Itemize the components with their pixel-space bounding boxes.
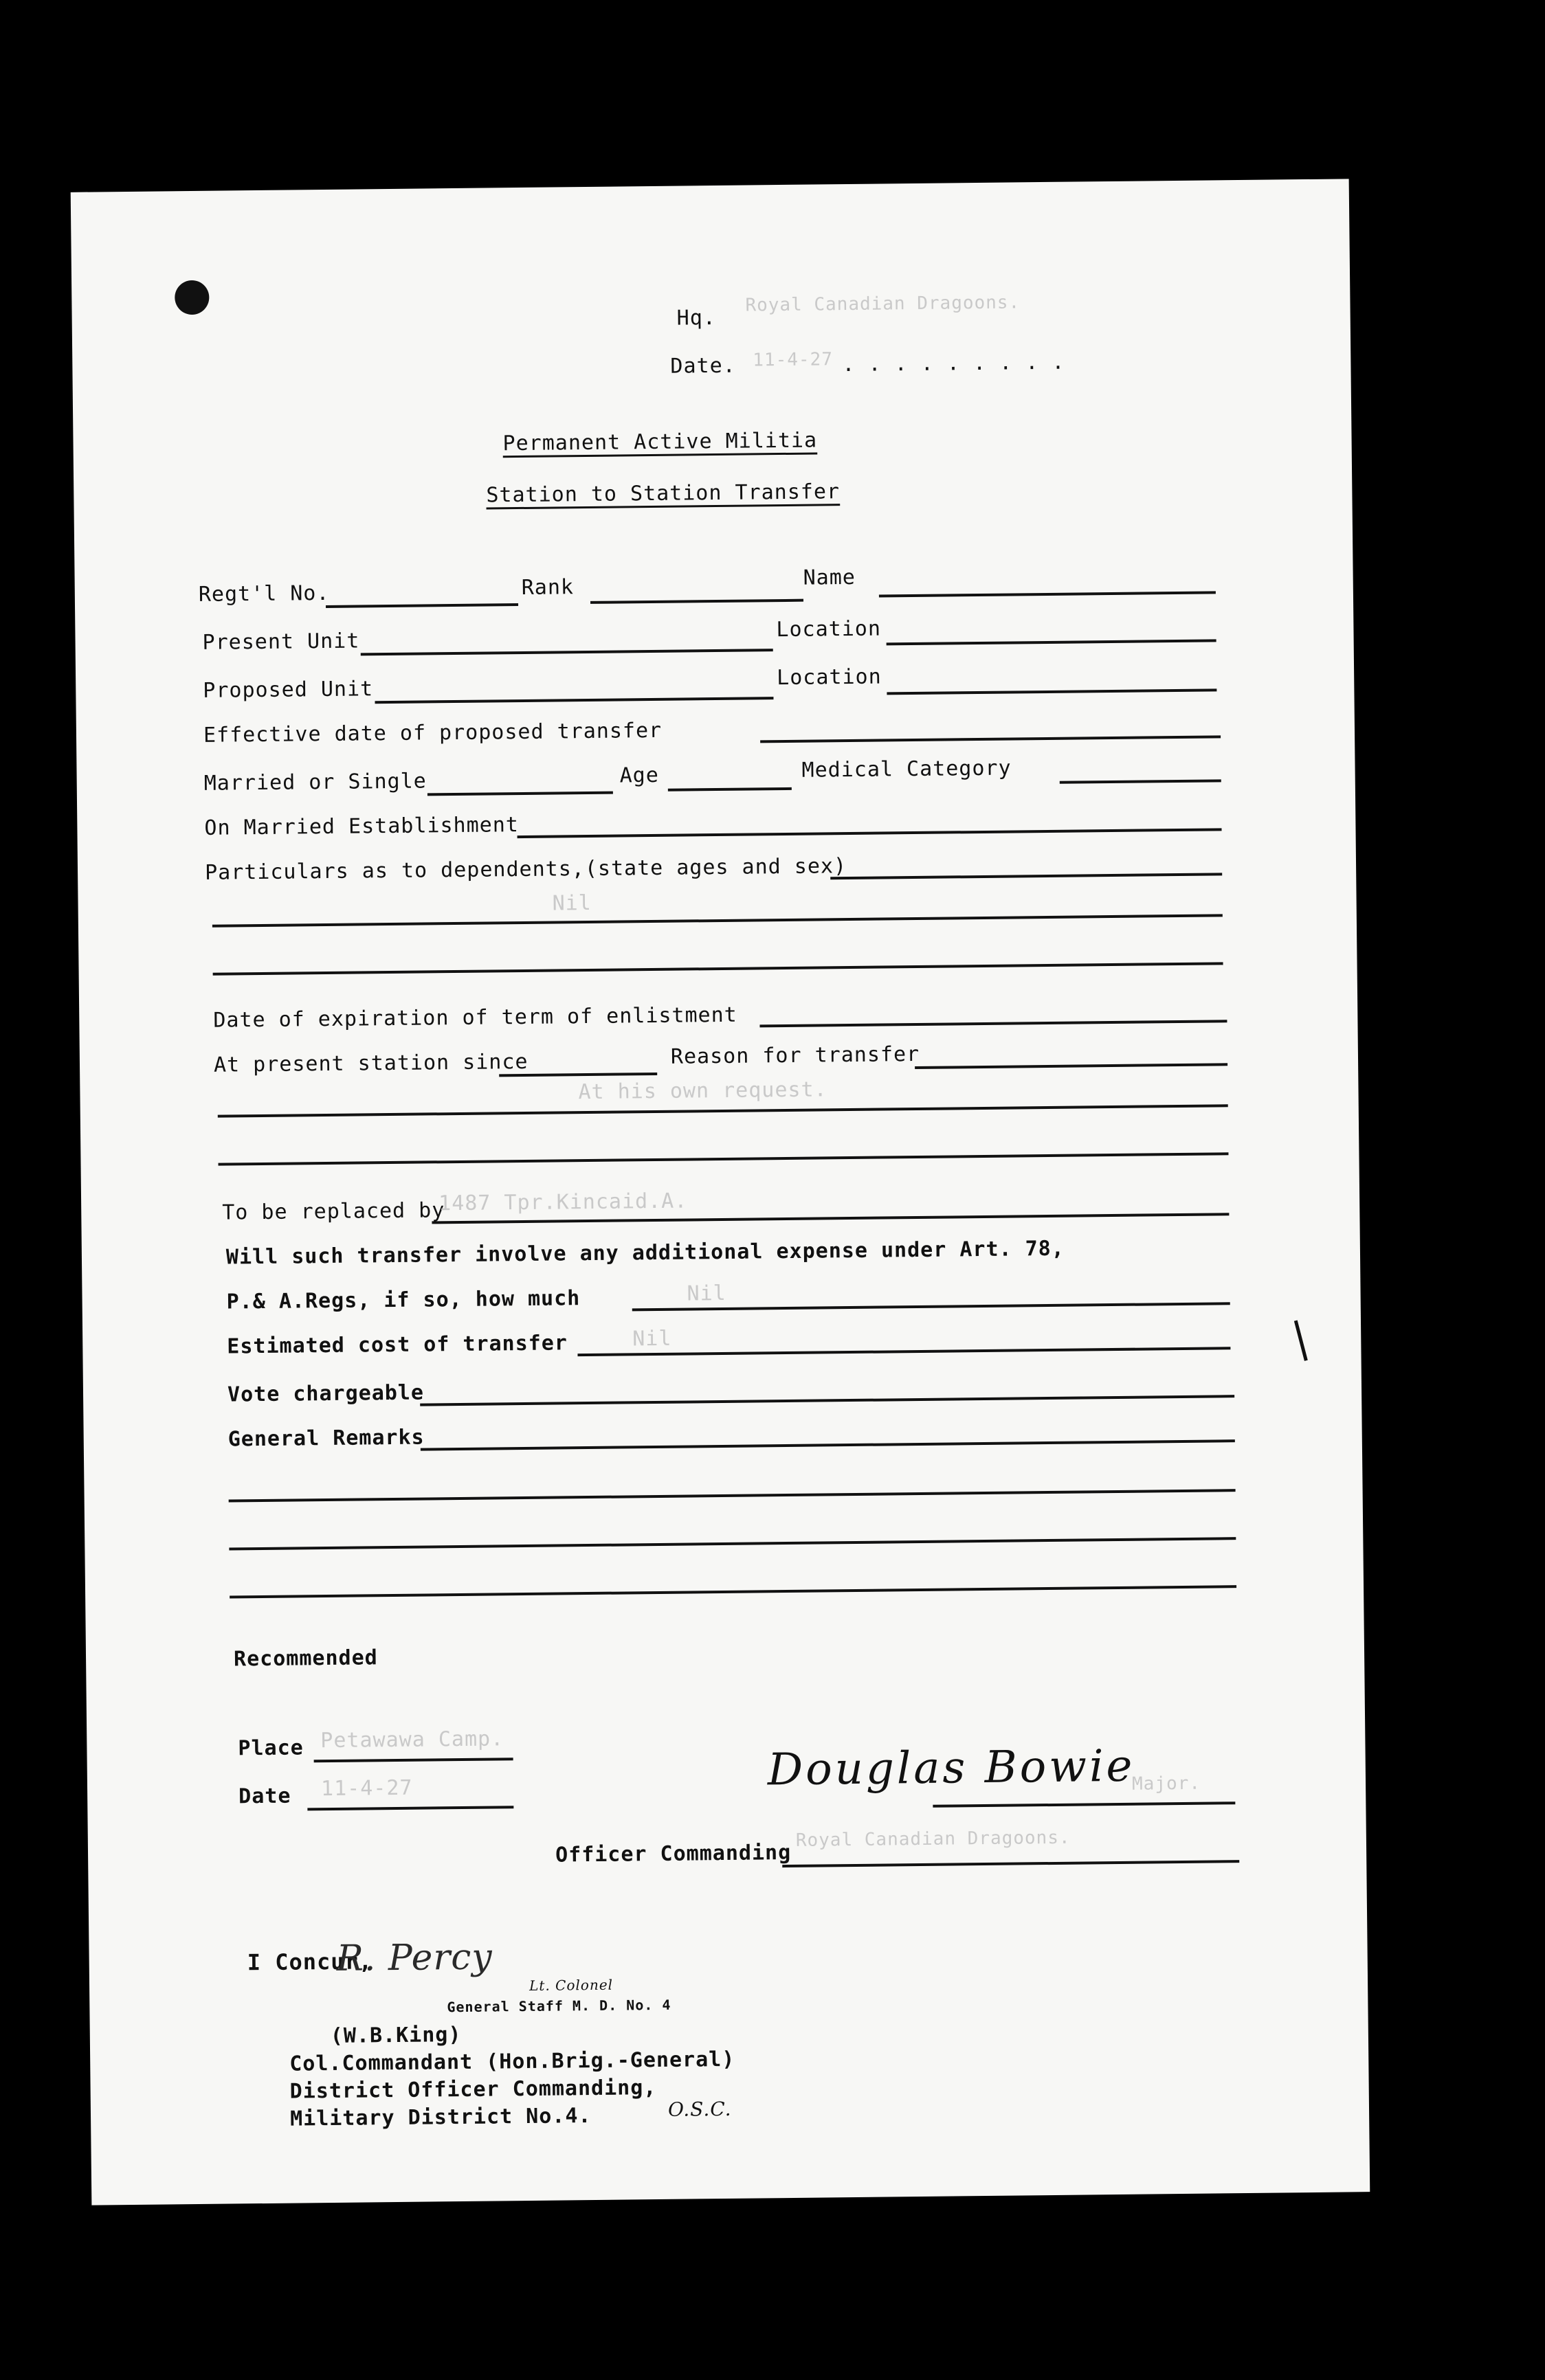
medical-category-line — [1060, 779, 1221, 783]
general-remarks-line-3 — [229, 1537, 1236, 1550]
replaced-by-line — [432, 1213, 1229, 1224]
dependents-line-2 — [212, 914, 1223, 927]
proposed-location-label: Location — [776, 664, 882, 691]
rank-label: Rank — [521, 575, 575, 600]
concur-signature: R. Percy — [336, 1936, 493, 1979]
replaced-by-value: 1487 Tpr.Kincaid.A. — [438, 1189, 688, 1216]
rank-line — [590, 599, 803, 604]
present-location-line — [887, 639, 1216, 645]
proposed-location-line — [887, 688, 1216, 695]
expense-value: Nil — [687, 1281, 726, 1306]
staff-label: General Staff M. D. No. 4 — [447, 1996, 671, 2016]
date-value: 11-4-27 — [753, 349, 834, 371]
footer-date-line — [307, 1806, 513, 1810]
date-dot-leader: . . . . . . . . . — [842, 350, 1065, 377]
footer-date-label: Date — [238, 1784, 291, 1809]
king-office: District Officer Commanding, — [289, 2076, 657, 2104]
regtl-no-line — [326, 603, 518, 608]
medical-category-label: Medical Category — [801, 756, 1012, 783]
form-title-line2: Station to Station Transfer — [486, 480, 841, 508]
general-remarks-line-4 — [230, 1585, 1236, 1598]
form-sheet — [71, 179, 1370, 2205]
replaced-by-label: To be replaced by — [222, 1198, 445, 1225]
pen-tick-mark — [1294, 1321, 1308, 1361]
place-label: Place — [238, 1736, 304, 1761]
form-title-line1: Permanent Active Militia — [502, 428, 818, 456]
hq-value: Royal Canadian Dragoons. — [745, 292, 1021, 316]
vote-chargeable-line — [420, 1395, 1234, 1406]
reason-line — [915, 1063, 1227, 1069]
reason-value: At his own request. — [578, 1077, 827, 1105]
date-label: Date. — [670, 353, 736, 379]
proposed-unit-label: Proposed Unit — [203, 677, 374, 703]
age-label: Age — [619, 763, 660, 788]
reason-line-3 — [219, 1152, 1229, 1165]
name-label: Name — [803, 565, 856, 590]
general-remarks-line-2 — [229, 1489, 1236, 1502]
king-initials: O.S.C. — [667, 2097, 732, 2121]
estimated-cost-value: Nil — [632, 1326, 672, 1351]
married-establishment-line — [518, 828, 1222, 838]
punch-hole-mark — [175, 280, 210, 315]
dependents-line-3 — [213, 962, 1223, 975]
hq-label: Hq. — [676, 305, 717, 330]
expense-regs-label: P.& A.Regs, if so, how much — [226, 1286, 581, 1314]
estimated-cost-line — [577, 1347, 1230, 1356]
present-unit-label: Present Unit — [202, 629, 360, 655]
expiration-line — [759, 1020, 1227, 1027]
reason-label: Reason for transfer — [670, 1042, 920, 1069]
officer-commanding-label: Officer Commanding — [555, 1840, 792, 1867]
married-establishment-label: On Married Establishment — [204, 813, 520, 840]
regtl-no-label: Regt'l No. — [198, 581, 330, 607]
footer-date-value: 11-4-27 — [320, 1775, 413, 1801]
dependents-label: Particulars as to dependents,(state ages and sex) — [204, 854, 847, 885]
signature-line — [933, 1801, 1235, 1808]
present-unit-line — [361, 649, 773, 655]
signer-rank: Major. — [1131, 1773, 1201, 1795]
expiration-label: Date of expiration of term of enlistment — [213, 1002, 737, 1033]
effective-date-label: Effective date of proposed transfer — [203, 718, 663, 748]
general-remarks-label: General Remarks — [227, 1425, 425, 1452]
dependents-value: Nil — [552, 890, 592, 916]
reason-line-2 — [218, 1104, 1228, 1117]
effective-date-line — [760, 735, 1221, 743]
proposed-unit-line — [375, 697, 773, 704]
officer-unit-line — [782, 1860, 1239, 1867]
dependents-line-1 — [830, 873, 1222, 879]
present-location-label: Location — [776, 616, 882, 642]
recommended-label: Recommended — [233, 1646, 378, 1672]
age-line — [668, 787, 792, 792]
vote-chargeable-label: Vote chargeable — [227, 1380, 425, 1407]
present-station-label: At present station since — [213, 1049, 529, 1077]
married-single-label: Married or Single — [203, 769, 427, 796]
name-line — [879, 591, 1216, 597]
expense-question: Will such transfer involve any additional expense under Art. 78, — [225, 1236, 1065, 1270]
place-value: Petawawa Camp. — [320, 1727, 504, 1753]
king-title: Col.Commandant (Hon.Brig.-General) — [289, 2047, 735, 2076]
married-single-line — [427, 792, 613, 796]
estimated-cost-label: Estimated cost of transfer — [227, 1331, 568, 1359]
general-remarks-line-1 — [421, 1439, 1235, 1450]
officer-unit: Royal Canadian Dragoons. — [795, 1827, 1071, 1851]
staff-rank: Lt. Colonel — [529, 1976, 614, 1994]
concur-label: I Concur, — [247, 1948, 373, 1976]
king-name: (W.B.King) — [330, 2023, 462, 2049]
place-line — [314, 1758, 513, 1762]
officer-signature: Douglas Bowie — [767, 1740, 1135, 1796]
king-district: Military District No.4. — [289, 2104, 592, 2131]
